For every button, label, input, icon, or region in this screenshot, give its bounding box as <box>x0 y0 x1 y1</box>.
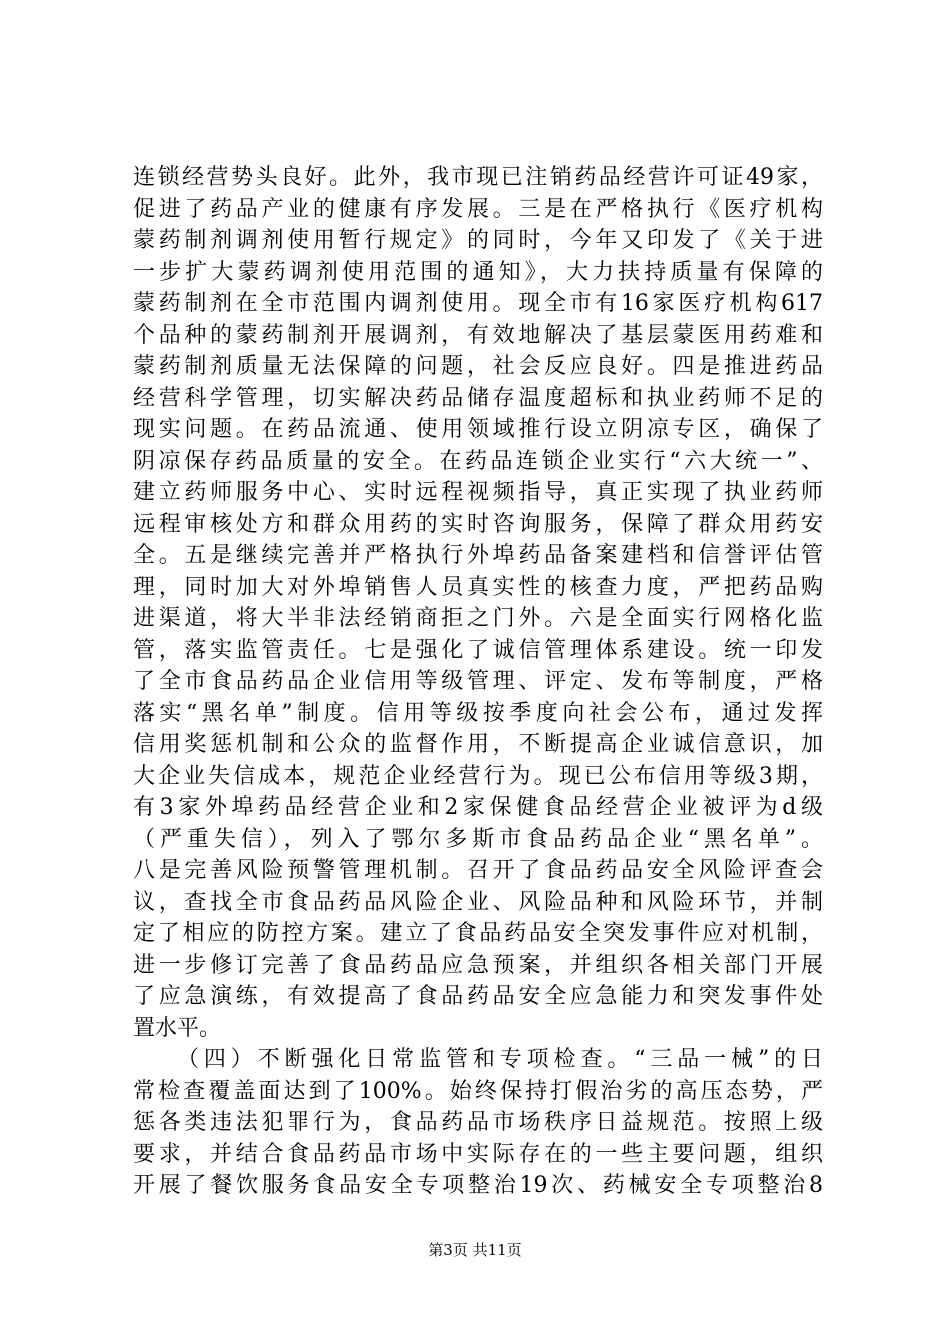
text-line: 连锁经营势头良好。此外，我市现已注销药品经营许可证49家， <box>133 165 823 190</box>
text-line: 定了相应的防控方案。建立了食品药品安全突发事件应对机制， <box>133 921 823 946</box>
text-line: 常检查覆盖面达到了100%。始终保持打假治劣的高压态势，严 <box>133 1078 823 1104</box>
text-line: 有3家外埠药品经营企业和2家保健食品经营企业被评为d级 <box>133 795 823 820</box>
text-line: 进一步修订完善了食品药品应急预案，并组织各相关部门开展 <box>133 952 823 978</box>
text-line: 蒙药制剂在全市范围内调剂使用。现全市有16家医疗机构617 <box>133 291 823 316</box>
text-line: 现实问题。在药品流通、使用领域推行设立阴凉专区，确保了 <box>133 417 823 442</box>
text-line: 惩各类违法犯罪行为，食品药品市场秩序日益规范。按照上级 <box>133 1110 823 1135</box>
text-line: 经营科学管理，切实解决药品储存温度超标和执业药师不足的 <box>133 385 823 411</box>
text-line: 管，落实监管责任。七是强化了诚信管理体系建设。统一印发 <box>133 637 823 663</box>
text-line: 大企业失信成本，规范企业经营行为。现已公布信用等级3期， <box>133 763 823 789</box>
text-line: 全。五是继续完善并严格执行外埠药品备案建档和信誉评估管 <box>133 543 823 568</box>
text-line: 理，同时加大对外埠销售人员真实性的核查力度，严把药品购 <box>133 574 823 600</box>
text-line: 议，查找全市食品药品风险企业、风险品种和风险环节，并制 <box>133 889 823 915</box>
text-line: 置水平。 <box>133 1015 222 1041</box>
text-line: 信用奖惩机制和公众的监督作用，不断提高企业诚信意识，加 <box>133 732 823 757</box>
text-line: （严重失信），列入了鄂尔多斯市食品药品企业“黑名单”。 <box>133 826 823 852</box>
text-line: 进渠道，将大半非法经销商拒之门外。六是全面实行网格化监 <box>133 606 823 631</box>
text-line: 要求，并结合食品药品市场中实际存在的一些主要问题，组织 <box>133 1141 823 1167</box>
text-line: 个品种的蒙药制剂开展调剂，有效地解决了基层蒙医用药难和 <box>133 322 823 348</box>
text-line-indented: （四）不断强化日常监管和专项检查。“三品一械”的日 <box>177 1047 823 1072</box>
text-line: 落实“黑名单”制度。信用等级按季度向社会公布，通过发挥 <box>133 700 823 726</box>
text-line: 了应急演练，有效提高了食品药品安全应急能力和突发事件处 <box>133 984 823 1009</box>
text-line: 蒙药制剂调剂使用暂行规定》的同时，今年又印发了《关于进 <box>133 228 823 253</box>
text-line: 一步扩大蒙药调剂使用范围的通知》，大力扶持质量有保障的 <box>133 259 823 285</box>
text-line: 促进了药品产业的健康有序发展。三是在严格执行《医疗机构 <box>133 196 823 222</box>
text-line: 阴凉保存药品质量的安全。在药品连锁企业实行“六大统一”、 <box>133 448 823 474</box>
text-line: 远程审核处方和群众用药的实时咨询服务，保障了群众用药安 <box>133 511 823 537</box>
text-line: 了全市食品药品企业信用等级管理、评定、发布等制度，严格 <box>133 669 823 694</box>
page-number-footer: 第3页 共11页 <box>428 1241 522 1259</box>
text-line: 八是完善风险预警管理机制。召开了食品药品安全风险评查会 <box>133 858 823 883</box>
text-line: 开展了餐饮服务食品安全专项整治19次、药械安全专项整治8 <box>133 1173 823 1198</box>
text-line: 蒙药制剂质量无法保障的问题，社会反应良好。四是推进药品 <box>133 354 823 379</box>
text-line: 建立药师服务中心、实时远程视频指导，真正实现了执业药师 <box>133 480 823 505</box>
body-text <box>133 162 823 1202</box>
